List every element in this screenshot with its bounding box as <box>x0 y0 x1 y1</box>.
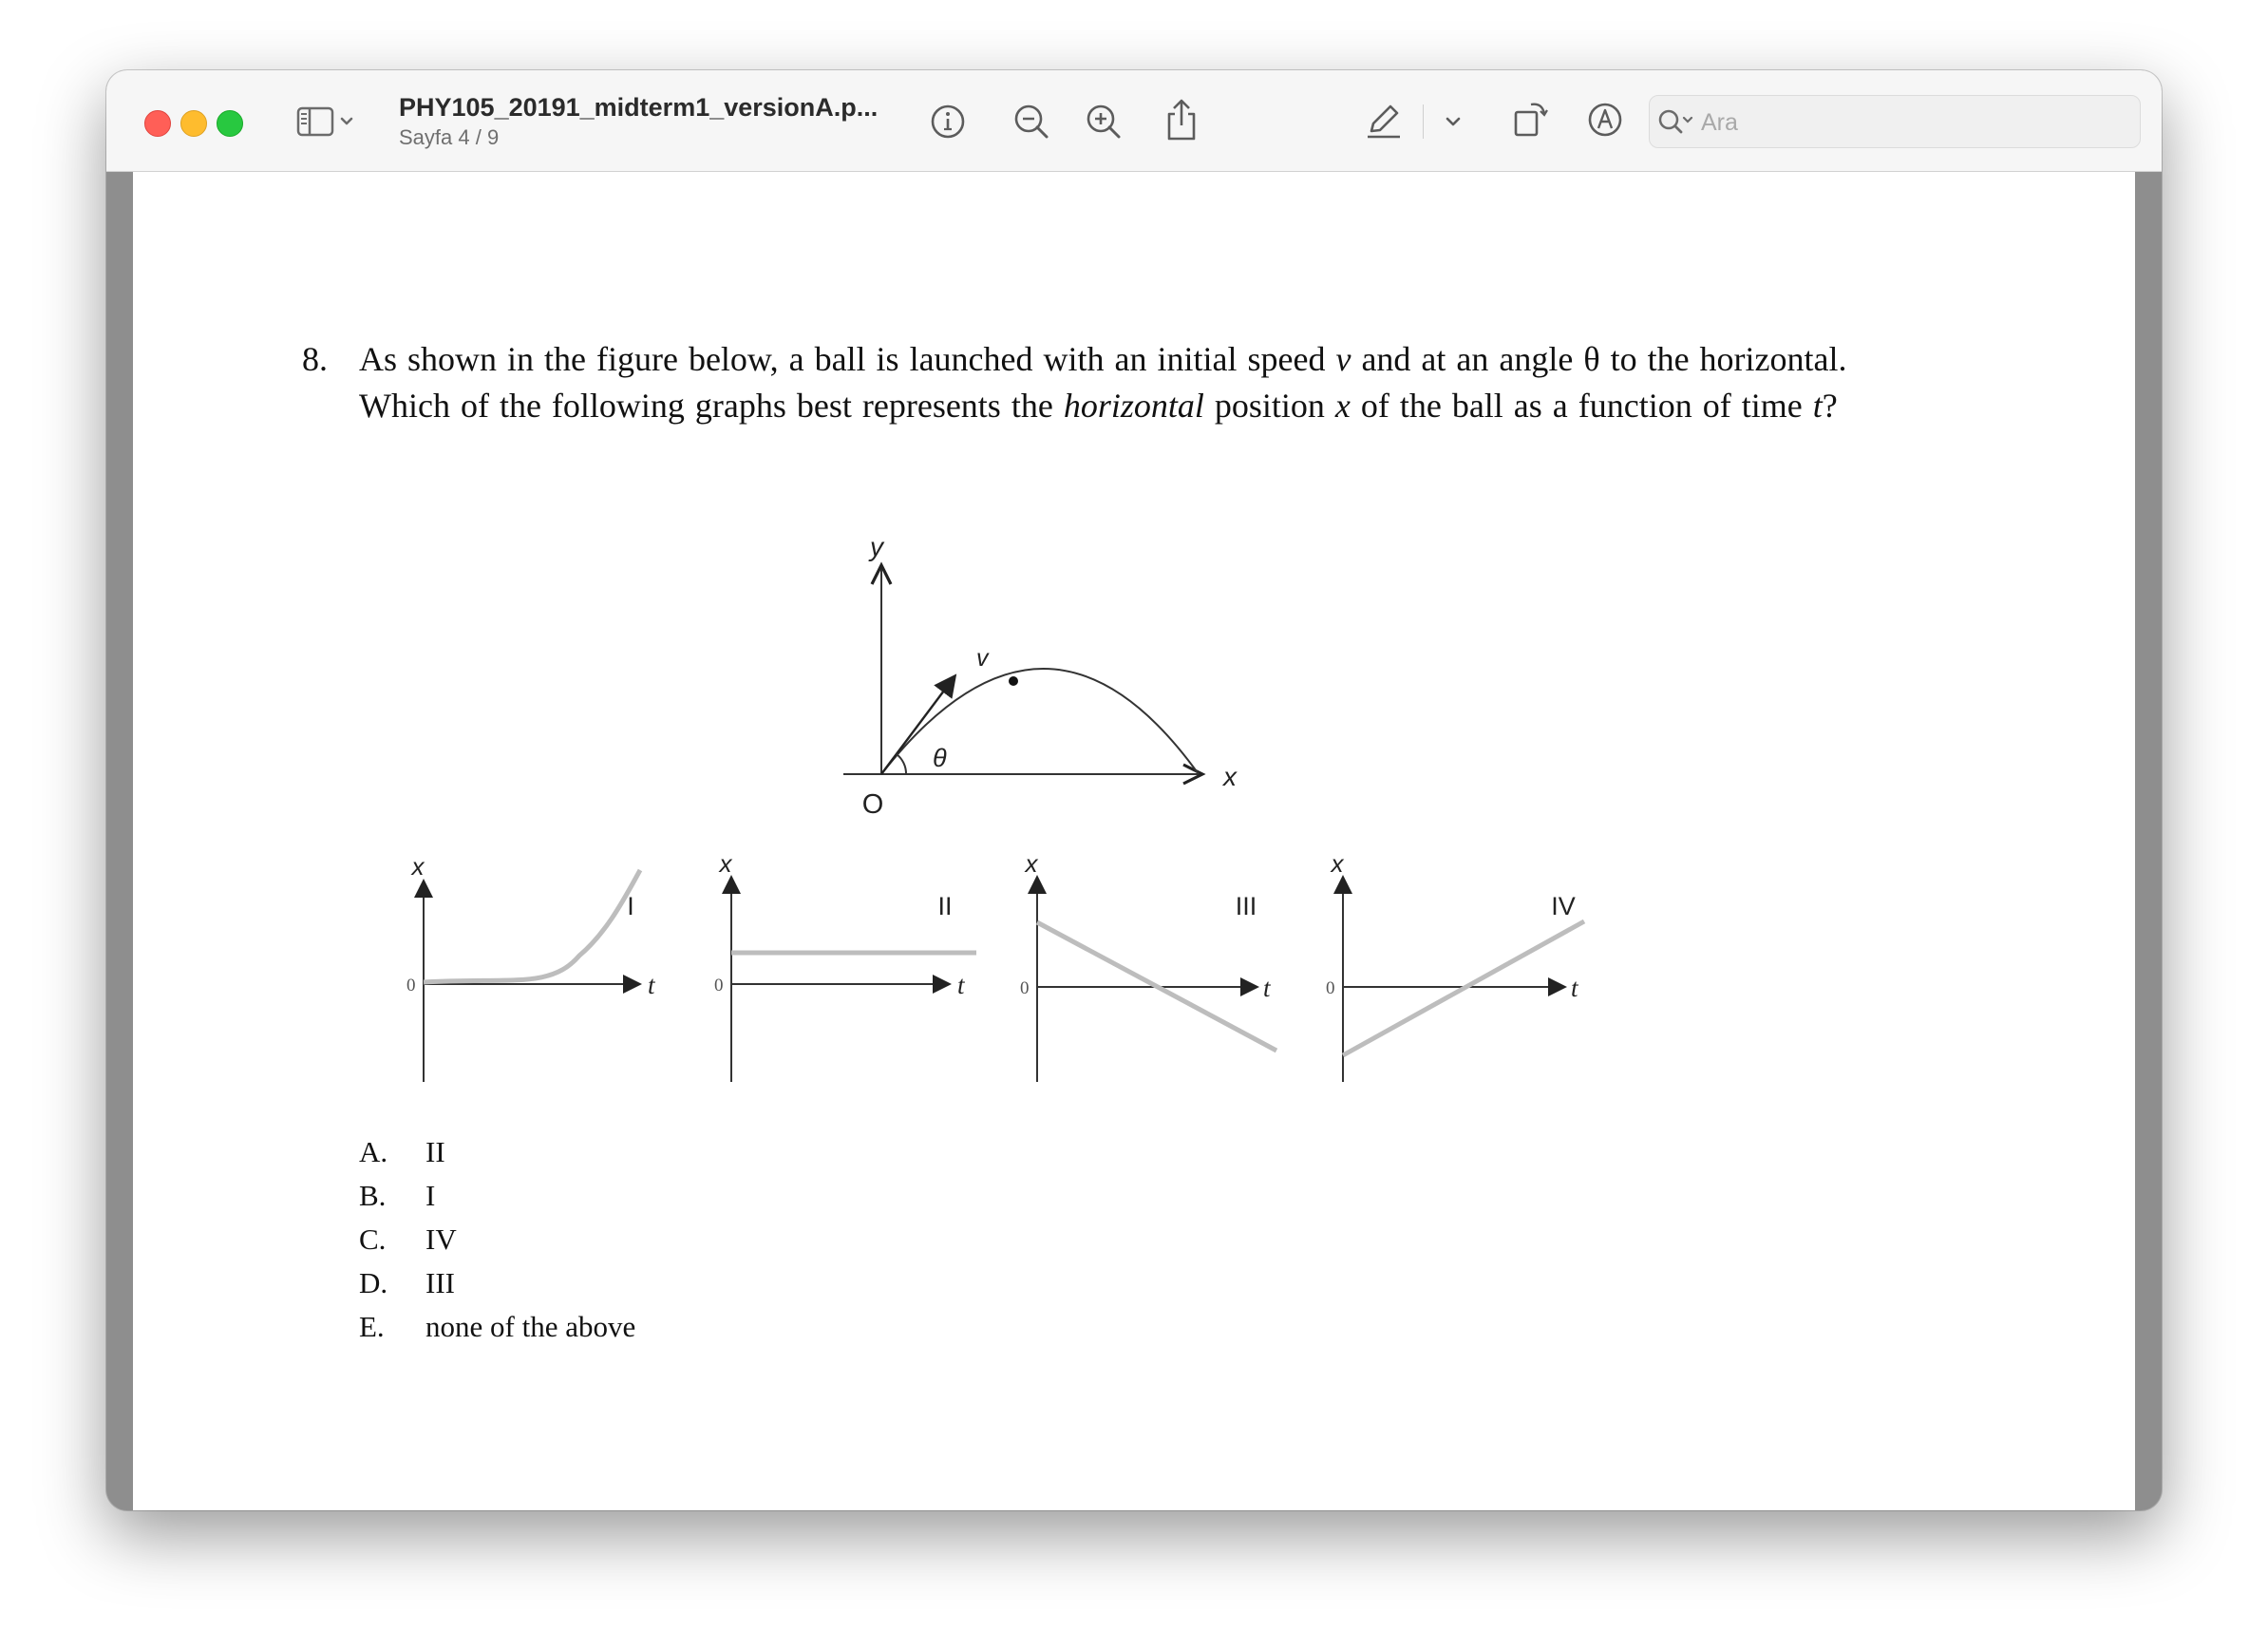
share-icon <box>1161 97 1202 144</box>
graph-x-label: x <box>719 849 732 878</box>
velocity-label: v <box>976 645 989 672</box>
info-icon <box>927 101 969 142</box>
highlight-button[interactable] <box>1362 99 1406 142</box>
sidebar-toggle-button[interactable] <box>296 104 357 139</box>
choice-letter: D. <box>359 1266 388 1299</box>
trajectory-figure <box>843 532 1238 820</box>
question-var-t: t <box>1812 387 1823 425</box>
choice-letter: E. <box>359 1310 385 1343</box>
graph-t-label: t <box>957 971 965 999</box>
question-number: 8. <box>302 340 328 378</box>
choice-text: II <box>425 1135 445 1168</box>
choice-letter: C. <box>359 1223 387 1256</box>
rotate-button[interactable] <box>1508 97 1552 141</box>
close-button[interactable] <box>144 110 171 137</box>
info-button[interactable] <box>927 101 969 142</box>
graph-label: III <box>1235 892 1257 920</box>
question-text: As shown in the figure below, a ball is launched with an initial speed <box>359 340 1336 378</box>
toolbar-separator <box>1423 104 1424 139</box>
graph-curve <box>1343 921 1584 1055</box>
choice-text: I <box>425 1179 436 1212</box>
origin-label: O <box>861 789 884 820</box>
search-placeholder: Ara <box>1701 109 1738 136</box>
x-axis-label: x <box>1223 762 1237 791</box>
minimize-button[interactable] <box>180 110 207 137</box>
ball-dot <box>1009 676 1018 686</box>
document-title: PHY105_20191_midterm1_versionA.p... <box>399 93 879 122</box>
zoom-out-button[interactable] <box>1011 101 1052 142</box>
choice-text: III <box>425 1266 455 1299</box>
question-text: position <box>1203 387 1335 425</box>
graph-zero-label: 0 <box>406 976 416 995</box>
graph-3 <box>1020 849 1276 1082</box>
graph-label: IV <box>1551 892 1576 920</box>
question-emphasis: horizontal <box>1063 387 1204 425</box>
page-indicator: Sayfa 4 / 9 <box>399 125 500 149</box>
choice-letter: A. <box>359 1135 388 1168</box>
markup-button[interactable] <box>1584 99 1626 141</box>
question-text: Which of the following graphs best represents the <box>359 387 1064 425</box>
chevron-down-icon <box>1440 108 1466 135</box>
graph-zero-label: 0 <box>1326 978 1335 998</box>
question-text: and at an angle θ to the horizontal. <box>1351 340 1847 378</box>
graph-label: I <box>627 892 634 920</box>
question-text: ? <box>1822 387 1838 425</box>
choice-letter: B. <box>359 1179 387 1212</box>
zoom-in-icon <box>1083 101 1125 142</box>
graph-t-label: t <box>1571 974 1578 1002</box>
preview-window <box>106 70 2162 1510</box>
zoom-out-icon <box>1011 101 1052 142</box>
graph-x-label: x <box>1025 849 1038 878</box>
highlight-pen-icon <box>1362 99 1406 142</box>
search-field[interactable] <box>1649 95 2141 148</box>
graph-zero-label: 0 <box>714 976 724 995</box>
angle-arc <box>897 754 906 774</box>
highlight-menu-button[interactable] <box>1440 108 1466 135</box>
search-icon <box>1655 106 1697 137</box>
zoom-button[interactable] <box>217 110 243 137</box>
graph-x-label: x <box>1331 849 1344 878</box>
graph-t-label: t <box>1263 974 1271 1002</box>
graph-4 <box>1326 849 1584 1082</box>
toolbar <box>106 70 2162 172</box>
graph-curve <box>424 870 640 982</box>
rotate-icon <box>1508 97 1552 141</box>
choice-text: none of the above <box>425 1310 636 1343</box>
sidebar-icon <box>296 104 357 139</box>
question-var-x: x <box>1334 387 1351 425</box>
choice-text: IV <box>425 1223 457 1256</box>
graph-2 <box>714 849 976 1082</box>
graph-label: II <box>937 892 953 920</box>
graph-1 <box>406 852 656 1082</box>
share-button[interactable] <box>1161 97 1202 144</box>
graph-x-label: x <box>411 852 425 881</box>
graph-zero-label: 0 <box>1020 978 1030 998</box>
graph-t-label: t <box>648 971 655 999</box>
question-var-v: v <box>1335 340 1351 378</box>
trajectory-curve <box>881 669 1199 774</box>
zoom-in-button[interactable] <box>1083 101 1125 142</box>
markup-icon <box>1584 99 1626 141</box>
angle-label: θ <box>933 744 947 772</box>
question-text: of the ball as a function of time <box>1350 387 1813 425</box>
pdf-page <box>133 172 2135 1510</box>
y-axis-label: y <box>870 532 883 561</box>
